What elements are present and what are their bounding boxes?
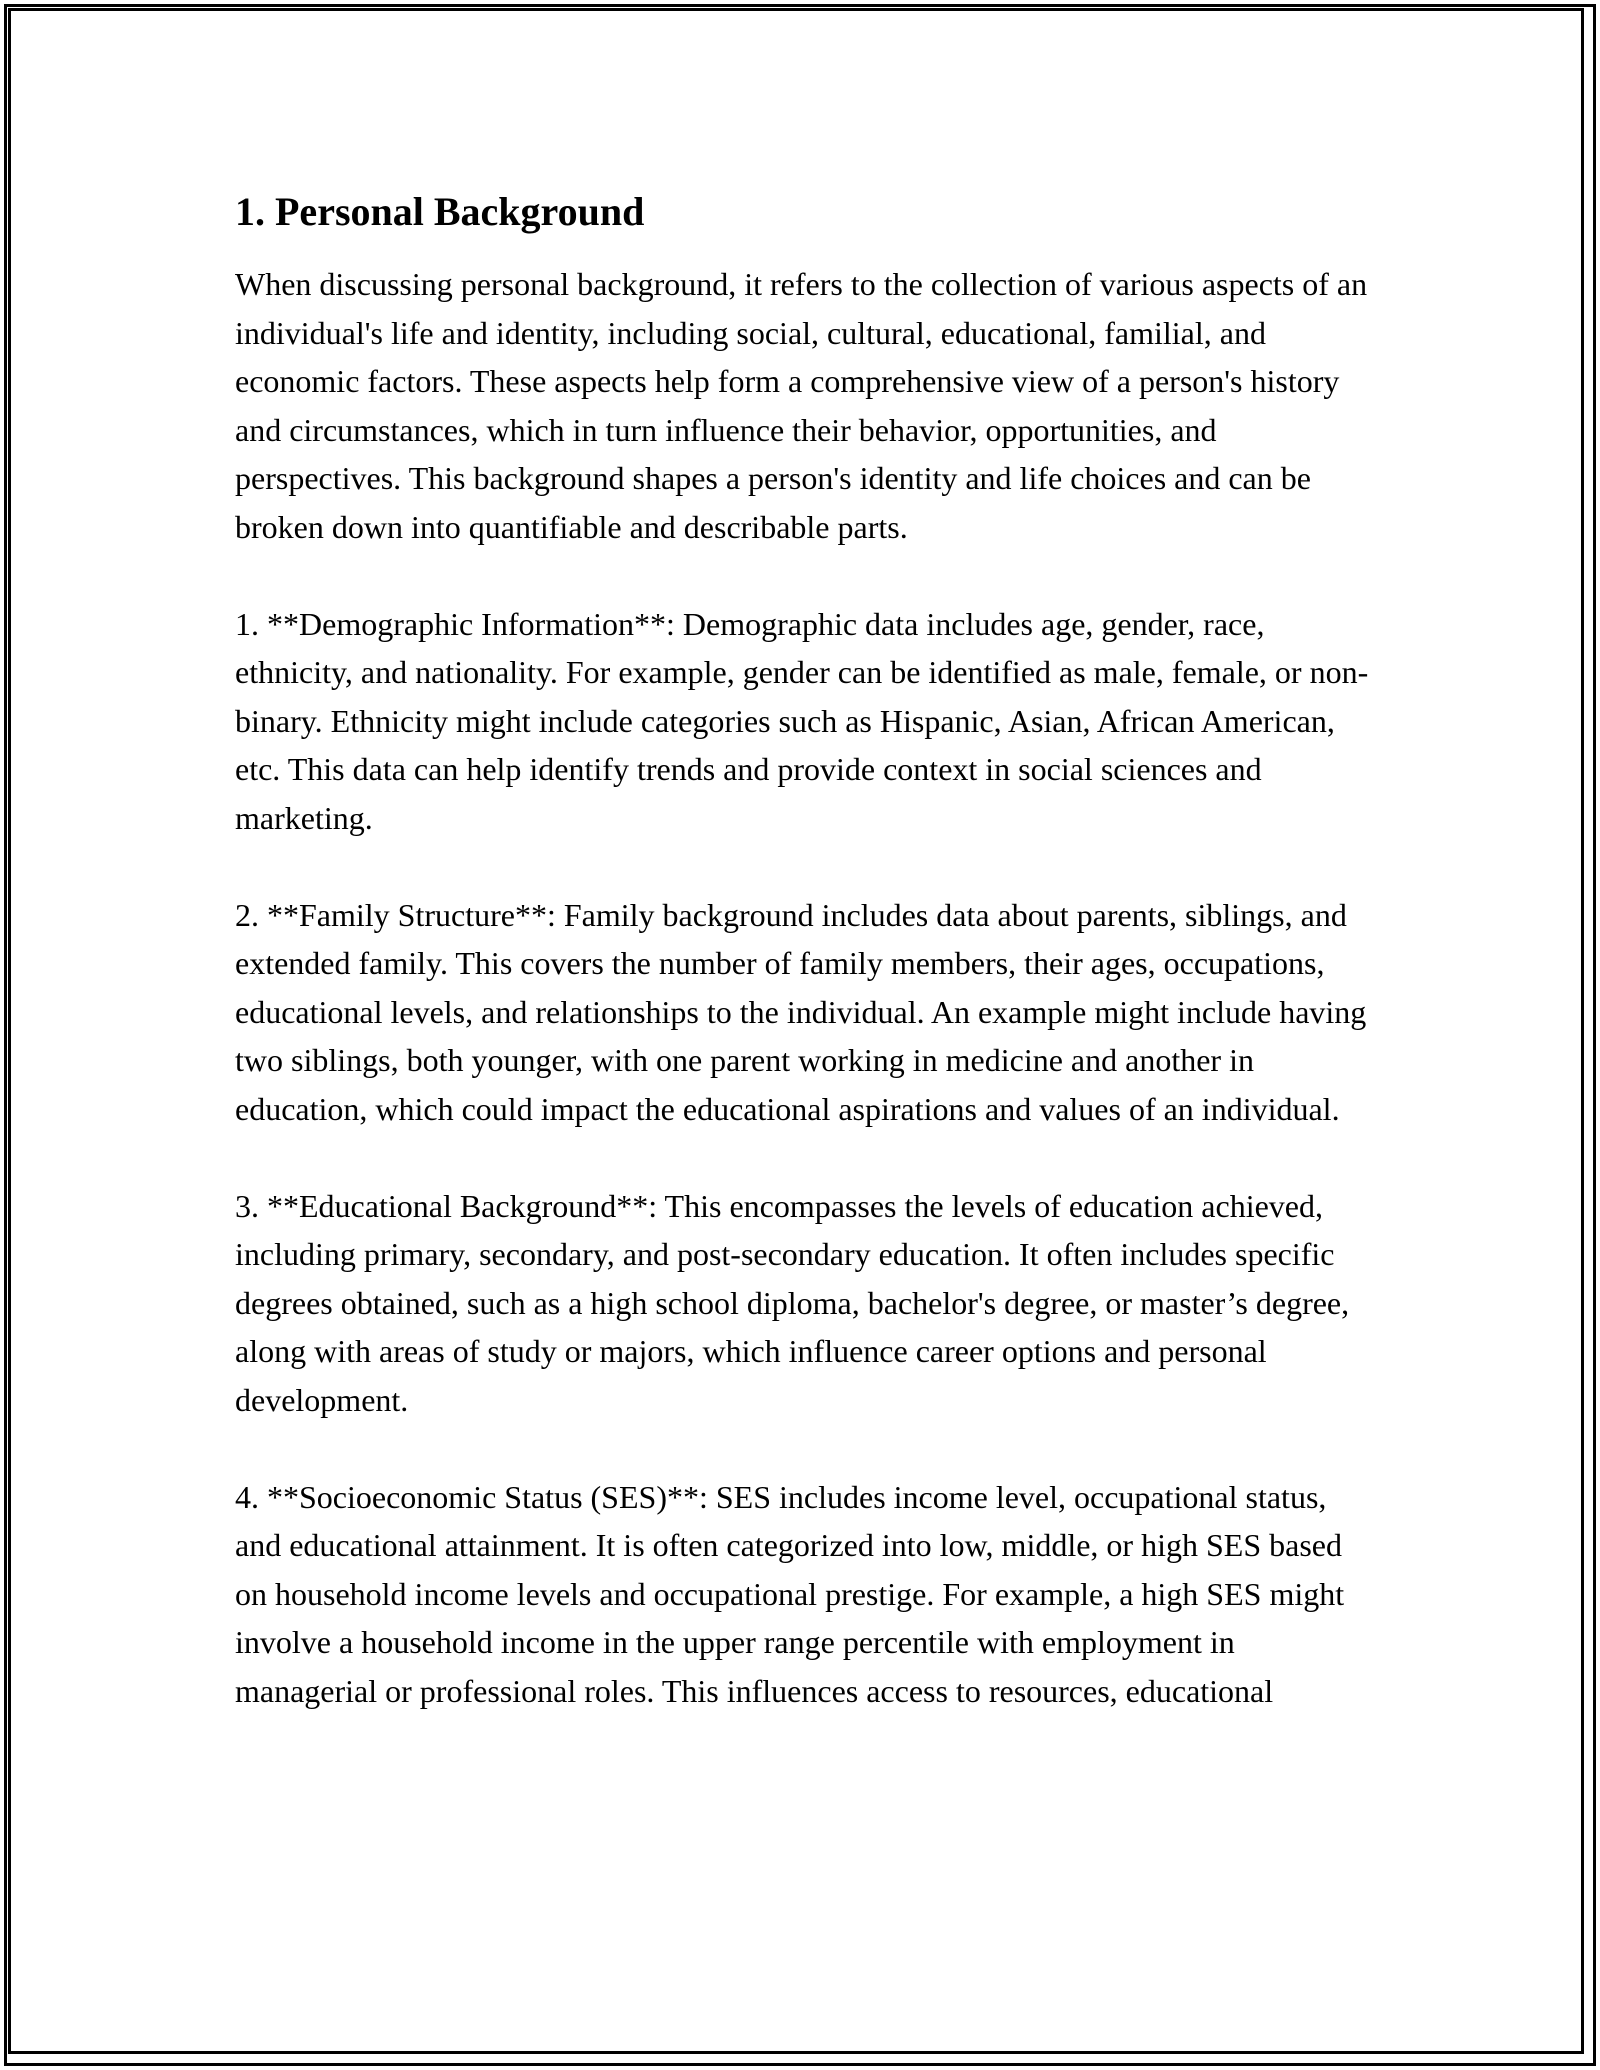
intro-paragraph: When discussing personal background, it refers to the collection of various aspects of an individual's life and identity, including social, cultural, educational, familial, and economic factors. These aspects help form a comprehensive view of a person's history and circumstances, which in turn influence their behavior, opportunities, and perspectives. This background shapes a person's identity and life choices and can be broken down into quantifiable and describable parts. [235, 266, 1368, 545]
socioeconomic-status-paragraph: 4. **Socioeconomic Status (SES)**: SES includes income level, occupational status, and educational attainment. It is often categorized into low, middle, or high SES based on household income levels and occupational prestige. For example, a high SES might involve a household income in the upper range percentile with employment in managerial or professional roles. This influences access to resources, educational [235, 1478, 1345, 1709]
family-structure-paragraph: 2. **Family Structure**: Family background includes data about parents, siblings, and extended family. This covers the number of family members, their ages, occupations, educational levels, and relationships to the individual. An example might include having two siblings, both younger, with one parent working in medicine and another in education, which could impact the educational aspirations and values of an individual. [235, 896, 1367, 1127]
demographic-information-paragraph: 1. **Demographic Information**: Demographic data includes age, gender, race, ethnicity, and nationality. For example, gender can be identified as male, female, or non-binary. Ethnicity might include categories such as Hispanic, Asian, African American, etc. This data can help identify trends and provide context in social sciences and marketing. [235, 605, 1369, 836]
document-body [235, 184, 1375, 1764]
educational-background-paragraph: 3. **Educational Background**: This encompasses the levels of education achieved, including primary, secondary, and post-secondary education. It often includes specific degrees obtained, such as a high school diploma, bachelor's degree, or master’s degree, along with areas of study or majors, which influence career options and personal development. [235, 1187, 1350, 1418]
section-heading: 1. Personal Background [235, 189, 645, 234]
